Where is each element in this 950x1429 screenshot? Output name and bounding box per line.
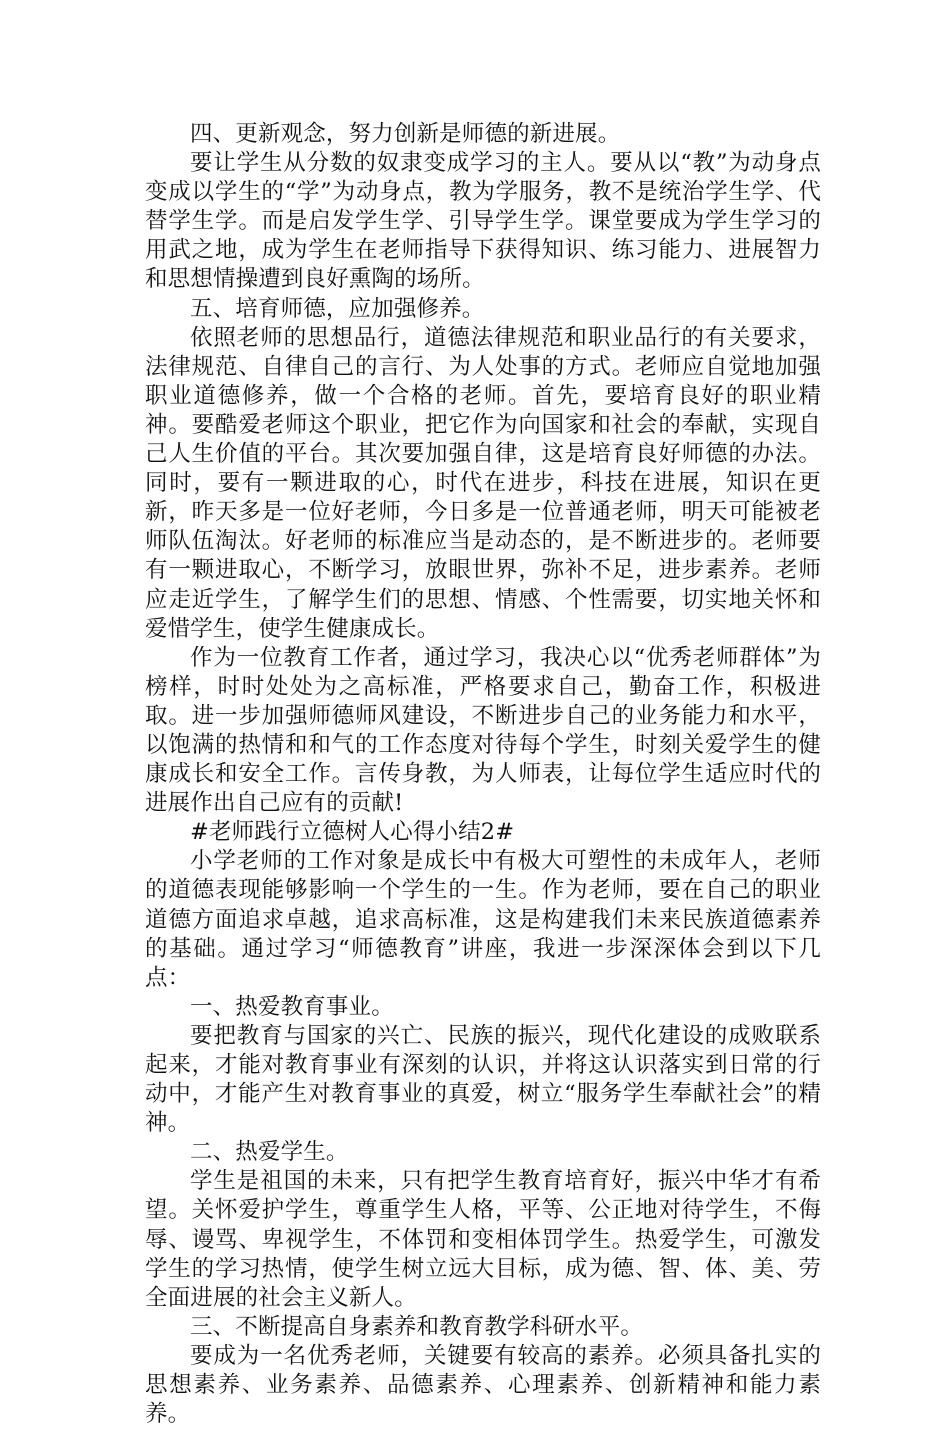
article-title: #老师践行立德树人心得小结2# — [190, 819, 515, 846]
section-heading-2: 二、热爱学生。 — [190, 1139, 349, 1166]
body-paragraph: 依照老师的思想品行，道德法律规范和职业品行的有关要求，法律规范、自律自己的言行、为人处事的方式。老师应自觉地加强职业道德修养，做一个合格的老师。首先，要培育良好的职业精神。要酷爱老师这个职业，把它作为向国家和社会的奉献，实现自己人生价值的平台。其次要加强自律，这是培育良好师德的办法。同时，要有一颗进取的心，时代在进步，科技在进展，知识在更新，昨天多是一位好老师，今日多是一位普通老师，明天可能被老师队伍淘汰。好老师的标准应当是动态的，是不断进步的。老师要有一颗进取心，不断学习，放眼世界，弥补不足，进步素养。老师应走近学生，了解学生们的思想、情感、个性需要，切实地关怀和爱惜学生，使学生健康成长。 — [145, 324, 821, 642]
section-heading-4: 四、更新观念，努力创新是师德的新进展。 — [190, 121, 621, 147]
body-paragraph: 要让学生从分数的奴隶变成学习的主人。要从以“教”为动身点变成以学生的“学”为动身点，教为学服务，教不是统治学生学、代替学生学。而是启发学生学、引导学生学。课堂要成为学生学习的用武之地，成为学生在老师指导下获得知识、练习能力、进展智力和思想情操遭到良好熏陶的场所。 — [145, 150, 821, 293]
document-body — [145, 120, 821, 1429]
section-heading-1: 一、热爱教育事业。 — [190, 993, 394, 1020]
body-paragraph: 要成为一名优秀老师，关键要有较高的素养。必须具备扎实的思想素养、业务素养、品德素养、心理素养、创新精神和能力素养。 — [145, 1342, 821, 1428]
section-heading-5: 五、培育师德，应加强修养。 — [190, 295, 485, 322]
body-paragraph: 要把教育与国家的兴亡、民族的振兴，现代化建设的成败联系起来，才能对教育事业有深刻的认识，并将这认识落实到日常的行动中，才能产生对教育事业的真爱，树立“服务学生奉献社会”的精神。 — [145, 1022, 821, 1137]
section-heading-3: 三、不断提高自身素养和教育教学科研水平。 — [190, 1313, 644, 1340]
body-paragraph: 学生是祖国的未来，只有把学生教育培育好，振兴中华才有希望。关怀爱护学生，尊重学生人格，平等、公正地对待学生，不侮辱、谩骂、卑视学生，不体罚和变相体罚学生。热爱学生，可激发学生的学习热情，使学生树立远大目标，成为德、智、体、美、劳全面进展的社会主义新人。 — [145, 1168, 821, 1311]
body-paragraph: 小学老师的工作对象是成长中有极大可塑性的未成年人，老师的道德表现能够影响一个学生的一生。作为老师，要在自己的职业道德方面追求卓越，追求高标准，这是构建我们未来民族道德素养的基础。通过学习“师德教育”讲座，我进一步深深体会到以下几点： — [145, 848, 821, 991]
body-paragraph: 作为一位教育工作者，通过学习，我决心以“优秀老师群体”为榜样，时时处处为之高标准，严格要求自己，勤奋工作，积极进取。进一步加强师德师风建设，不断进步自己的业务能力和水平，以饱满的热情和和气的工作态度对待每个学生，时刻关爱学生的健康成长和安全工作。言传身教，为人师表，让每位学生适应时代的进展作出自己应有的贡献! — [145, 644, 821, 817]
